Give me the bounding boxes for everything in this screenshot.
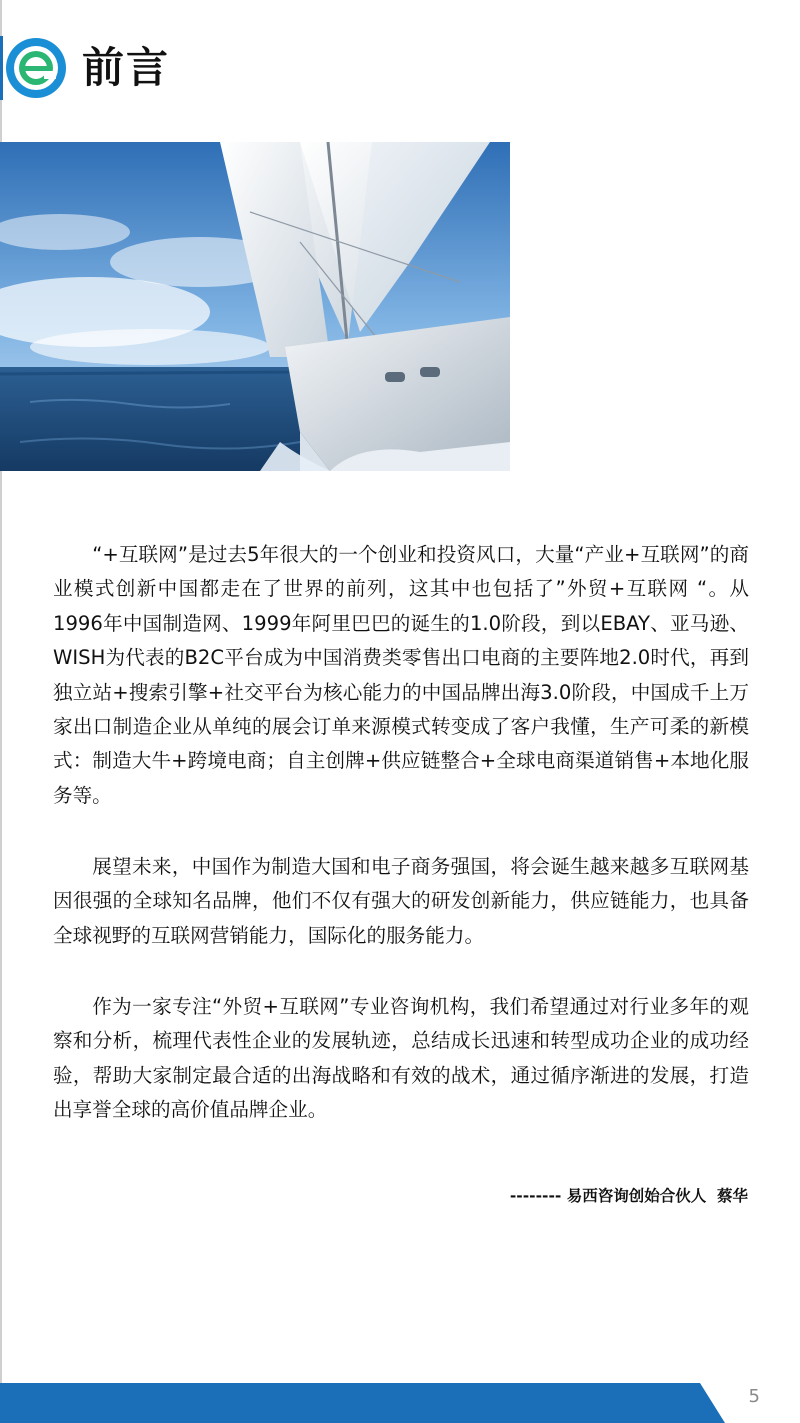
company-logo xyxy=(4,36,68,100)
sailboat-photo xyxy=(0,142,510,471)
paragraph-2: 展望未来，中国作为制造大国和电子商务强国，将会诞生越来越多互联网基因很强的全球知名品牌，他们不仅有强大的研发创新能力，供应链能力，也具备全球视野的互联网营销能力，国际化的服务能力。 xyxy=(53,855,749,947)
paragraph-3: 作为一家专注“外贸+互联网”专业咨询机构，我们希望通过对行业多年的观察和分析，梳理代表性企业的发展轨迹，总结成长迅速和转型成功企业的成功经验，帮助大家制定最合适的出海战略和有效的战术，通过循序渐进的发展，打造出享誉全球的高价值品牌企业。 xyxy=(53,995,749,1122)
paragraph-1: “+互联网”是过去5年很大的一个创业和投资风口，大量“产业+互联网”的商业模式创新中国都走在了世界的前列，这其中也包括了”外贸+互联网 “。从1996年中国制造网、1999年阿里巴巴的诞生的1.0阶段，到以EBAY、亚马逊、WISH为代表的B2C平台成为中国消费类零售出口电商的主要阵地2.0时代，再到独立站+搜索引擎+社交平台为核心能力的中国品牌出海3.0阶段，中国成千上万家出口制造企业从单纯的展会订单来源模式转变成了客户我懂，生产可柔的新模式：制造大牛+跨境电商；自主创牌+供应链整合+全球电商渠道销售+本地化服务等。 xyxy=(53,543,749,807)
page-title: 前言 xyxy=(82,43,171,92)
author-signature: -------- 易西咨询创始合伙人 蔡华 xyxy=(509,1187,748,1205)
footer-bar xyxy=(0,1383,800,1423)
left-accent-bar xyxy=(0,36,3,100)
page-number: 5 xyxy=(748,1386,760,1407)
